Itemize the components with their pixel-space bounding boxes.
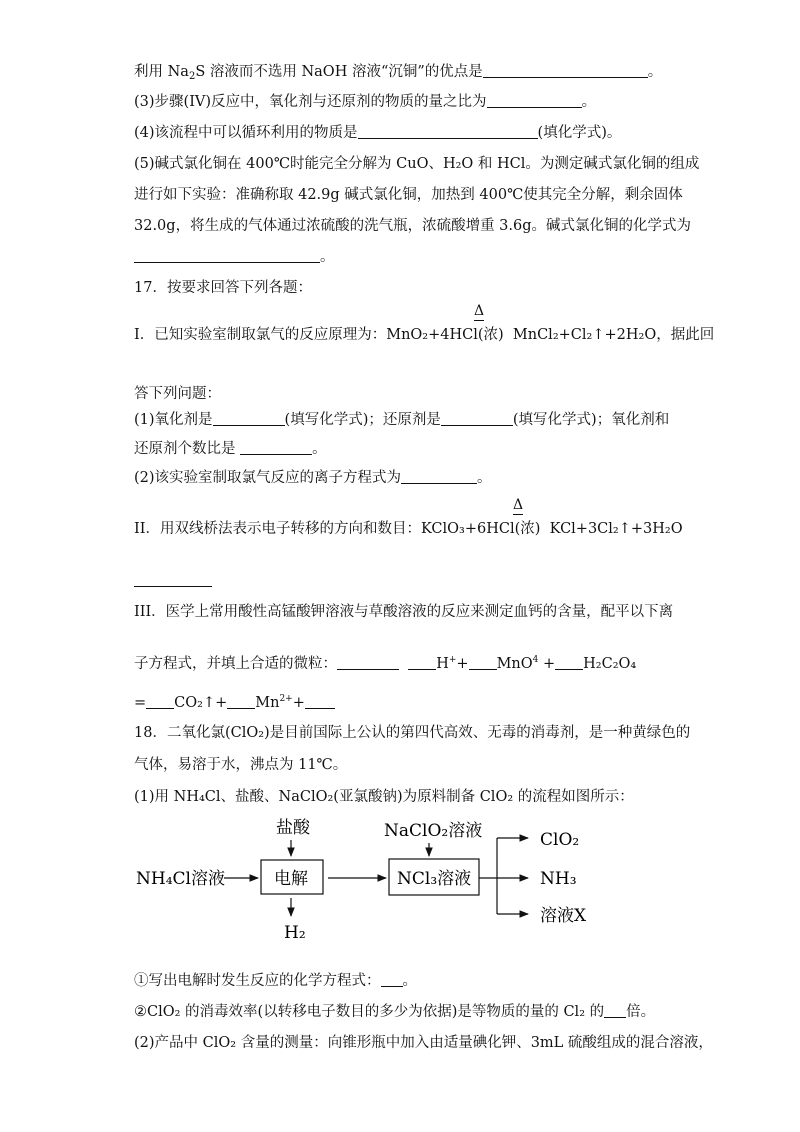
superscript: +	[448, 655, 457, 665]
text: 。	[647, 64, 663, 80]
q17-II-answer-line	[134, 572, 212, 590]
text: S 溶液而不选用 NaOH 溶液“沉铜”的优点是	[195, 64, 483, 80]
solution-x-output-label: 溶液X	[540, 906, 587, 926]
q18-part2: (2)产品中 ClO₂ 含量的测量：向锥形瓶中加入由适量碘化钾、3mL 硫酸组成的混合溶液，	[134, 1035, 713, 1051]
text: 子方程式，并填上合适的微粒：	[134, 656, 337, 672]
text: Mn	[255, 695, 280, 711]
text: KCl+3Cl₂↑+3H₂O	[549, 521, 683, 537]
q17-I-cont: 答下列问题：	[134, 386, 221, 402]
q16-part5-line4	[134, 248, 335, 266]
coefficient-blank[interactable]	[146, 694, 174, 709]
text: (2)该实验室制取氯气反应的离子方程式为	[134, 470, 402, 486]
h2-label: H₂	[284, 923, 306, 943]
text: +	[456, 656, 469, 672]
electrolysis-label: 电解	[274, 869, 308, 889]
text: +	[292, 695, 305, 711]
q18-line3: (1)用 NH₄Cl、盐酸、NaClO₂(亚氯酸钠)为原料制备 ClO₂ 的流程如图所示：	[134, 789, 634, 805]
coefficient-blank[interactable]	[469, 655, 497, 670]
naclo2-label: NaClO₂溶液	[384, 821, 483, 841]
text: (填写化学式)；还原剂是	[284, 412, 441, 428]
text: H	[436, 656, 449, 672]
text: H₂C₂O₄	[583, 656, 637, 672]
text: (1)氧化剂是	[134, 412, 213, 428]
nh3-output-label: NH₃	[540, 869, 577, 889]
superscript: 2+	[279, 694, 293, 704]
q16-part5-line3: 32.0g，将生成的气体通过浓硫酸的洗气瓶，浓硫酸增重 3.6g。碱式氯化铜的化学式为	[134, 218, 692, 234]
text: +	[543, 656, 556, 672]
ncl3-label: NCl₃溶液	[397, 869, 472, 889]
q17-heading: 17．按要求回答下列各题：	[134, 280, 312, 296]
q17-p1-line1	[134, 411, 669, 429]
coefficient-blank[interactable]	[227, 694, 255, 709]
text: 。	[402, 973, 417, 989]
text: CO₂↑+	[174, 695, 228, 711]
q18-line1: 18．二氧化氯(ClO₂)是目前国际上公认的第四代高效、无毒的消毒剂，是一种黄绿色的	[134, 725, 691, 741]
answer-blank[interactable]	[483, 63, 648, 78]
answer-blank[interactable]	[134, 248, 320, 263]
text: 倍。	[626, 1004, 656, 1020]
answer-blank[interactable]	[381, 972, 403, 987]
answer-blank[interactable]	[401, 469, 477, 484]
text: I．已知实验室制取氯气的反应原理为：MnO₂+4HCl(浓)	[134, 327, 504, 343]
answer-blank[interactable]	[337, 655, 399, 670]
answer-blank[interactable]	[487, 93, 582, 108]
coefficient-blank[interactable]	[408, 655, 436, 670]
q17-III-equation-right	[134, 694, 335, 712]
text: (4)该流程中可以循环利用的物质是	[134, 125, 358, 141]
text: 。	[320, 249, 335, 265]
text: 。	[477, 470, 492, 486]
q17-II-reaction	[134, 520, 683, 538]
text: ①写出电解时发生反应的化学方程式：	[134, 973, 381, 989]
text: 利用 Na	[134, 64, 189, 80]
superscript: 4	[532, 655, 539, 665]
q17-I-reaction	[134, 326, 714, 344]
text: (填写化学式)；氧化剂和	[512, 412, 670, 428]
q18-line2: 气体，易溶于水，沸点为 11℃。	[134, 757, 348, 773]
text: 。	[581, 94, 597, 110]
heat-delta-symbol: Δ	[474, 303, 485, 319]
q18-q2	[134, 1003, 655, 1021]
q16-part5-line2: 进行如下实验：准确称取 42.9g 碱式氯化铜，加热到 400℃使其完全分解，剩余固体	[134, 187, 683, 203]
text: =	[134, 695, 147, 711]
text: II．用双线桥法表示电子转移的方向和数目：KClO₃+6HCl(浓)	[134, 521, 541, 537]
answer-blank[interactable]	[604, 1003, 626, 1018]
answer-blank[interactable]	[213, 411, 285, 426]
answer-blank[interactable]	[240, 440, 312, 455]
text: MnCl₂+Cl₂↑+2H₂O，据此回	[512, 327, 715, 343]
text: (填化学式)。	[537, 125, 622, 141]
nh4cl-label: NH₄Cl溶液	[136, 869, 225, 889]
q16-part4	[134, 124, 621, 142]
heat-delta-symbol: Δ	[513, 497, 524, 513]
q17-III-line1: III．医学上常用酸性高锰酸钾溶液与草酸溶液的反应来测定血钙的含量，配平以下离	[134, 604, 674, 620]
answer-blank[interactable]	[305, 694, 335, 709]
answer-blank[interactable]	[441, 411, 513, 426]
coefficient-blank[interactable]	[555, 655, 583, 670]
hcl-label: 盐酸	[276, 818, 310, 838]
text: 还原剂个数比是	[134, 441, 236, 457]
flow-diagram	[0, 800, 800, 960]
text: MnO	[496, 656, 533, 672]
text: (3)步骤(IV)反应中，氧化剂与还原剂的物质的量之比为	[134, 94, 487, 110]
q18-q1	[134, 972, 417, 990]
q17-p1-line2	[134, 440, 327, 458]
answer-blank[interactable]	[134, 572, 212, 587]
text: 。	[312, 441, 327, 457]
q17-III-line2	[134, 655, 636, 673]
q16-part5-line1: (5)碱式氯化铜在 400℃时能完全分解为 CuO、H₂O 和 HCl。为测定碱式氯化铜的组成	[134, 156, 700, 172]
q16-na2s-line: 利用 $Na_2S$ 溶液而不选用 NaOH 溶液“沉铜”的优点是 。	[134, 64, 663, 82]
q16-part3	[134, 93, 596, 111]
clo2-output-label: ClO₂	[540, 830, 580, 850]
text: ②ClO₂ 的消毒效率(以转移电子数目的多少为依据)是等物质的量的 Cl₂ 的	[134, 1004, 605, 1020]
answer-blank[interactable]	[358, 124, 538, 139]
q17-p2	[134, 469, 492, 487]
